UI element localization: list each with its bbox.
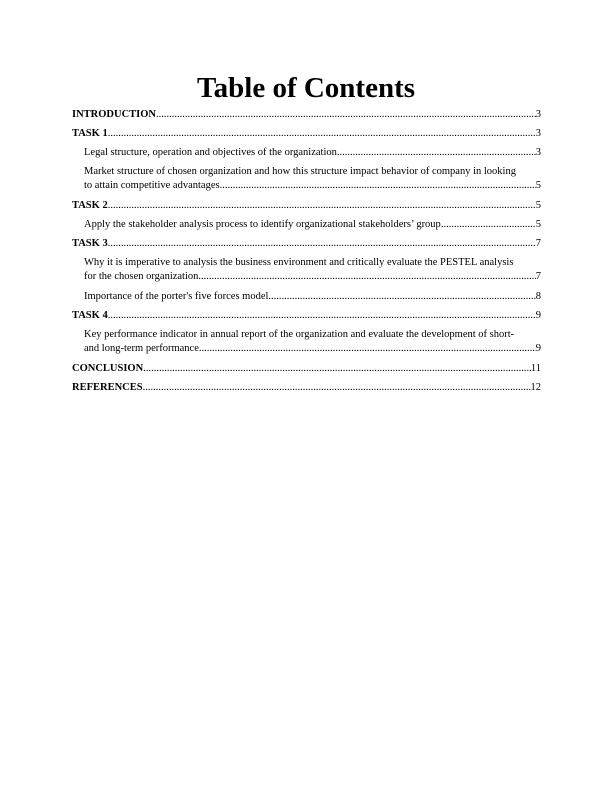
toc-entry-label: TASK 4 <box>72 310 108 321</box>
toc-entry-label-line-1: Key performance indicator in annual report of the organization and evaluate the development of short- <box>84 329 515 340</box>
toc-entry-task-3[interactable] <box>72 237 541 251</box>
dot-leader <box>108 199 536 213</box>
toc-entry-task-1[interactable] <box>72 127 541 141</box>
dot-leader <box>143 381 531 395</box>
toc-entry-key-performance-indicator[interactable] <box>84 328 541 355</box>
toc-entry-label-line-2: for the chosen organization <box>84 270 199 282</box>
toc-page-number: 11 <box>530 363 541 374</box>
toc-entry-label: INTRODUCTION <box>72 109 157 120</box>
toc-page-number: 8 <box>535 291 541 302</box>
dot-leader <box>108 309 536 323</box>
dot-leader <box>337 146 536 160</box>
toc-entry-legal-structure[interactable] <box>84 146 541 160</box>
toc-entry-task-2[interactable] <box>72 199 541 213</box>
toc-entry-stakeholder-analysis[interactable] <box>84 218 541 232</box>
toc-entry-task-4[interactable] <box>72 309 541 323</box>
page-title: Table of Contents <box>196 72 416 104</box>
dot-leader <box>268 290 535 304</box>
toc-entry-pestel-analysis[interactable] <box>84 256 541 283</box>
toc-entry-label: TASK 2 <box>72 200 108 211</box>
dot-leader <box>108 237 536 251</box>
toc-entry-label: REFERENCES <box>72 382 143 393</box>
toc-page-number: 9 <box>535 310 541 321</box>
toc-page-number: 9 <box>535 342 541 354</box>
toc-entry-market-structure[interactable] <box>84 165 541 192</box>
dot-leader <box>220 179 536 193</box>
toc-entry-label: Apply the stakeholder analysis process to identify organizational stakeholders’ group <box>84 219 441 230</box>
dot-leader <box>199 342 536 356</box>
dot-leader <box>441 218 536 232</box>
toc-page-number: 12 <box>530 382 541 393</box>
dot-leader <box>198 270 535 284</box>
toc-page-number: 5 <box>535 179 541 191</box>
toc-entry-conclusion[interactable] <box>72 362 541 376</box>
toc-entry-label: Importance of the porter's five forces model <box>84 291 269 302</box>
toc-entry-introduction[interactable] <box>72 108 541 122</box>
toc-entry-label: CONCLUSION <box>72 363 144 374</box>
toc-entry-label-line-1: Market structure of chosen organization and how this structure impact behavior of company in looking <box>84 166 516 177</box>
toc-entry-label-line-1: Why it is imperative to analysis the business environment and critically evaluate the PESTEL analysis <box>84 257 514 268</box>
toc-entry-label: TASK 3 <box>72 238 108 249</box>
toc-page-number: 7 <box>535 270 541 282</box>
toc-entry-label-line-2: to attain competitive advantages <box>84 179 220 191</box>
dot-leader <box>143 362 531 376</box>
toc-entry-label-line-2: and long-term performance <box>84 342 199 354</box>
dot-leader <box>156 108 536 122</box>
toc-page-number: 3 <box>535 109 541 120</box>
toc-page-number: 5 <box>535 219 541 230</box>
toc-page-number: 7 <box>535 238 541 249</box>
toc-entry-references[interactable] <box>72 381 541 395</box>
toc-entry-label: Legal structure, operation and objectives of the organization <box>84 147 337 158</box>
dot-leader <box>108 127 536 141</box>
toc-page-number: 5 <box>535 200 541 211</box>
toc-entry-label: TASK 1 <box>72 128 108 139</box>
toc-page-number: 3 <box>535 147 541 158</box>
toc-entry-porters-five-forces[interactable] <box>84 290 541 304</box>
toc-page-number: 3 <box>535 128 541 139</box>
